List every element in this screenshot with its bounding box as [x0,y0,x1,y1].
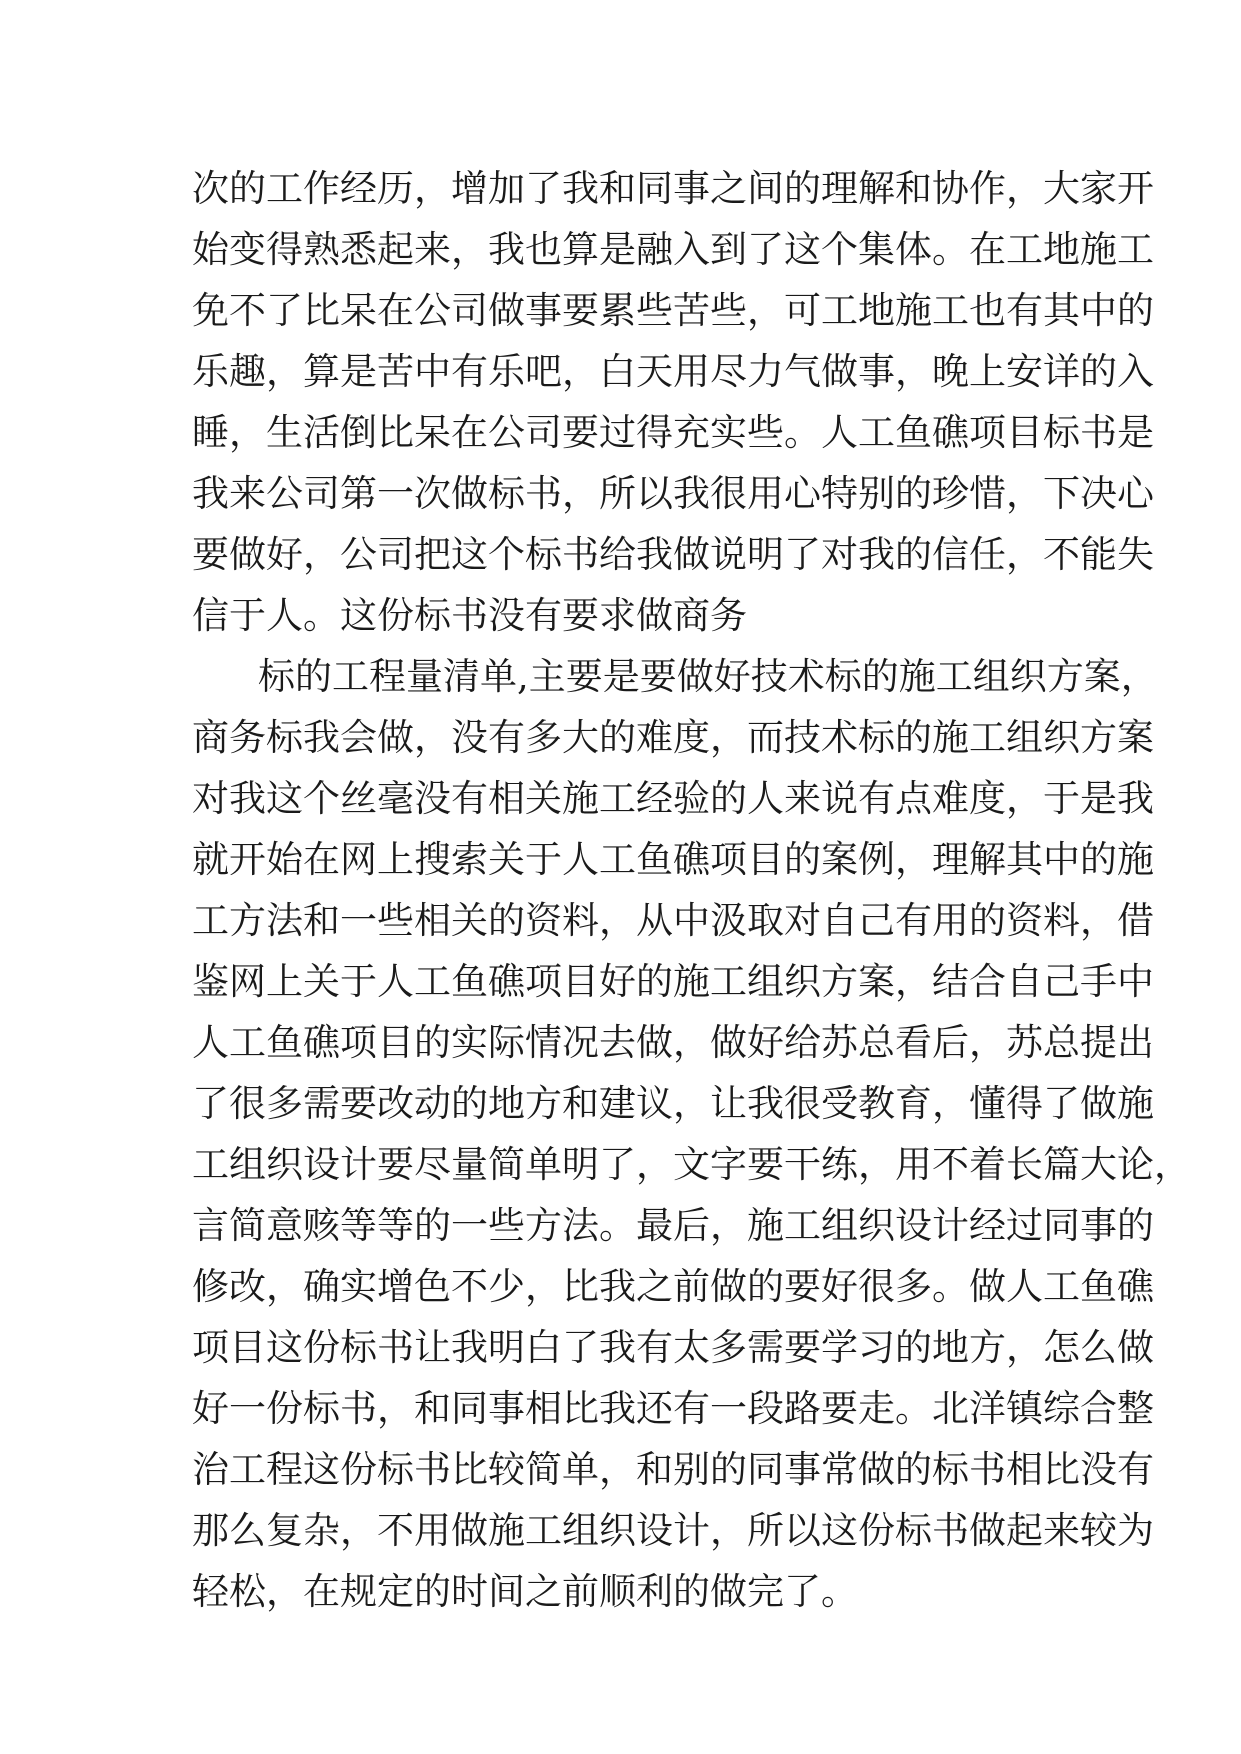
text-line: 人工鱼礁项目的实际情况去做，做好给苏总看后，苏总提出 [192,1021,1154,1064]
text-line: 修改，确实增色不少，比我之前做的要好很多。做人工鱼礁 [192,1265,1154,1308]
text-line: 鉴网上关于人工鱼礁项目好的施工组织方案，结合自己手中 [192,960,1154,1003]
text-line: 治工程这份标书比较简单，和别的同事常做的标书相比没有 [192,1448,1154,1491]
text-line: 标的工程量清单,主要是要做好技术标的施工组织方案， [258,655,1158,698]
text-line: 那么复杂，不用做施工组织设计，所以这份标书做起来较为 [192,1509,1154,1552]
text-line: 项目这份标书让我明白了我有太多需要学习的地方，怎么做 [192,1326,1154,1369]
text-line: 睡，生活倒比呆在公司要过得充实些。人工鱼礁项目标书是 [192,411,1154,454]
text-line: 要做好，公司把这个标书给我做说明了对我的信任，不能失 [192,533,1154,576]
text-line: 免不了比呆在公司做事要累些苦些，可工地施工也有其中的 [192,289,1154,332]
text-line: 始变得熟悉起来，我也算是融入到了这个集体。在工地施工 [192,228,1154,271]
text-line: 好一份标书，和同事相比我还有一段路要走。北洋镇综合整 [192,1387,1154,1430]
text-line: 工组织设计要尽量简单明了，文字要干练，用不着长篇大论， [192,1143,1191,1186]
text-line: 工方法和一些相关的资料，从中汲取对自己有用的资料，借 [192,899,1154,942]
text-line: 对我这个丝毫没有相关施工经验的人来说有点难度，于是我 [192,777,1154,820]
text-line: 乐趣，算是苦中有乐吧，白天用尽力气做事，晚上安详的入 [192,350,1154,393]
paragraph-2 [192,646,1191,1622]
text-line: 就开始在网上搜索关于人工鱼礁项目的案例，理解其中的施 [192,838,1154,881]
text-line: 言简意赅等等的一些方法。最后，施工组织设计经过同事的 [192,1204,1154,1247]
text-line: 次的工作经历，增加了我和同事之间的理解和协作，大家开 [192,167,1154,210]
text-line: 信于人。这份标书没有要求做商务 [192,594,747,637]
text-line: 了很多需要改动的地方和建议，让我很受教育，懂得了做施 [192,1082,1154,1125]
text-line: 商务标我会做，没有多大的难度，而技术标的施工组织方案 [192,716,1154,759]
text-line: 我来公司第一次做标书，所以我很用心特别的珍惜，下决心 [192,472,1154,515]
paragraph-1 [192,158,1154,646]
text-line: 轻松，在规定的时间之前顺利的做完了。 [192,1570,858,1613]
